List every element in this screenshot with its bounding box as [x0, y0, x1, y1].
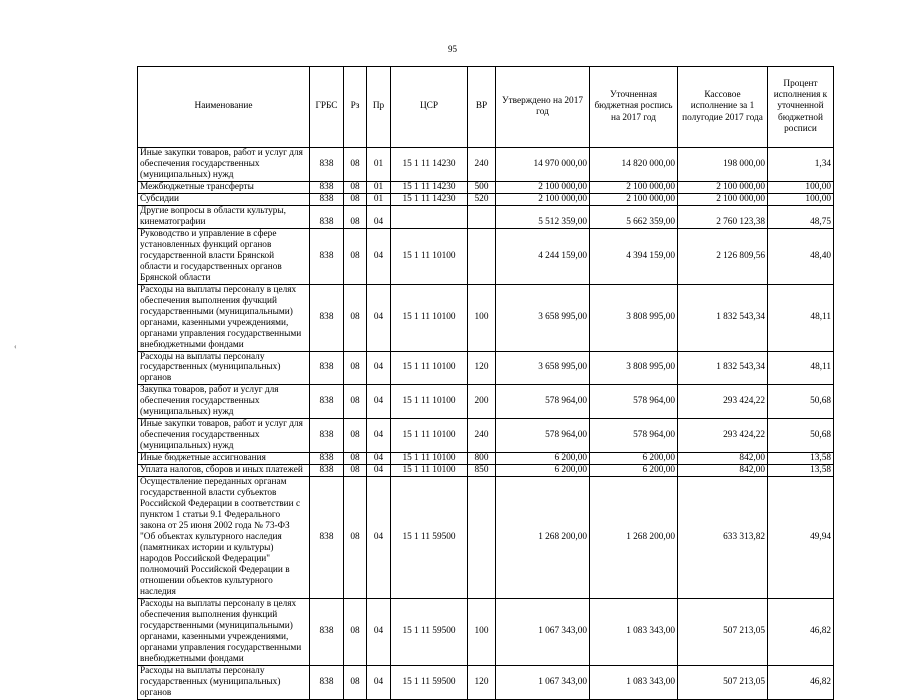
row-rz: 08 [344, 453, 367, 465]
row-percent: 48,11 [768, 351, 834, 385]
row-approved: 2 100 000,00 [496, 181, 590, 193]
row-cash: 1 832 543,34 [678, 284, 768, 351]
table-row [138, 453, 834, 465]
row-csr: 15 1 11 10100 [391, 351, 468, 385]
row-cash: 2 100 000,00 [678, 193, 768, 205]
page-number: 95 [448, 44, 457, 54]
row-rz: 08 [344, 228, 367, 284]
row-approved: 1 268 200,00 [496, 477, 590, 599]
header-name: Наименование [138, 67, 310, 148]
row-pr: 04 [367, 228, 391, 284]
row-vr: 850 [468, 465, 496, 477]
row-name: Осуществление переданных органам государственной власти субъектов Российской Федерации в соответствии с пунктом 1 статьи 9.1 Федерального закона от 25 июня 2002 года № 73-ФЗ "Об объектах культурного наследия (памятниках истории и культуры) народов Российской Федерации" полномочий Российской Федерации в отношении объектов культурного наследия [138, 477, 310, 599]
row-refined: 5 662 359,00 [590, 205, 678, 228]
row-rz: 08 [344, 193, 367, 205]
row-pr: 04 [367, 284, 391, 351]
table-row [138, 598, 834, 665]
row-vr: 100 [468, 598, 496, 665]
row-refined: 578 964,00 [590, 419, 678, 453]
row-percent: 100,00 [768, 181, 834, 193]
row-approved: 1 067 343,00 [496, 665, 590, 699]
row-vr [468, 228, 496, 284]
row-approved: 6 200,00 [496, 453, 590, 465]
row-csr: 15 1 11 10100 [391, 228, 468, 284]
row-pr: 01 [367, 181, 391, 193]
row-name: Межбюджетные трансферты [138, 181, 310, 193]
row-vr: 800 [468, 453, 496, 465]
row-grbs: 838 [310, 665, 344, 699]
row-approved: 3 658 995,00 [496, 284, 590, 351]
row-refined: 6 200,00 [590, 453, 678, 465]
row-name: Расходы на выплаты персоналу государственных (муниципальных) органов [138, 351, 310, 385]
row-name: Иные бюджетные ассигнования [138, 453, 310, 465]
row-approved: 3 658 995,00 [496, 351, 590, 385]
row-cash: 842,00 [678, 465, 768, 477]
row-vr: 200 [468, 385, 496, 419]
row-cash: 293 424,22 [678, 385, 768, 419]
table-row [138, 205, 834, 228]
table-row [138, 193, 834, 205]
row-percent: 48,11 [768, 284, 834, 351]
row-refined: 1 083 343,00 [590, 665, 678, 699]
row-grbs: 838 [310, 181, 344, 193]
row-cash: 2 760 123,38 [678, 205, 768, 228]
header-row [138, 67, 834, 148]
row-cash: 293 424,22 [678, 419, 768, 453]
row-vr: 500 [468, 181, 496, 193]
row-refined: 4 394 159,00 [590, 228, 678, 284]
row-pr: 04 [367, 465, 391, 477]
row-vr [468, 205, 496, 228]
row-grbs: 838 [310, 193, 344, 205]
row-vr: 240 [468, 148, 496, 182]
row-vr: 520 [468, 193, 496, 205]
table-row [138, 465, 834, 477]
row-percent: 100,00 [768, 193, 834, 205]
row-name: Иные закупки товаров, работ и услуг для обеспечения государственных (муниципальных) нужд [138, 419, 310, 453]
row-csr: 15 1 11 14230 [391, 148, 468, 182]
row-grbs: 838 [310, 453, 344, 465]
row-refined: 3 808 995,00 [590, 351, 678, 385]
row-pr: 04 [367, 205, 391, 228]
row-vr: 100 [468, 284, 496, 351]
row-refined: 3 808 995,00 [590, 284, 678, 351]
row-grbs: 838 [310, 351, 344, 385]
row-approved: 1 067 343,00 [496, 598, 590, 665]
row-name: Другие вопросы в области культуры, кинематографии [138, 205, 310, 228]
table-row [138, 181, 834, 193]
row-percent: 13,58 [768, 465, 834, 477]
row-percent: 1,34 [768, 148, 834, 182]
row-approved: 14 970 000,00 [496, 148, 590, 182]
row-refined: 14 820 000,00 [590, 148, 678, 182]
row-pr: 04 [367, 453, 391, 465]
row-name: Закупка товаров, работ и услуг для обеспечения государственных (муниципальных) нужд [138, 385, 310, 419]
row-vr: 120 [468, 665, 496, 699]
row-cash: 2 100 000,00 [678, 181, 768, 193]
table-row [138, 228, 834, 284]
row-percent: 49,94 [768, 477, 834, 599]
row-name: Уплата налогов, сборов и иных платежей [138, 465, 310, 477]
row-rz: 08 [344, 284, 367, 351]
row-csr: 15 1 11 59500 [391, 665, 468, 699]
header-cash: Кассовое исполнение за 1 полугодие 2017 года [678, 67, 768, 148]
row-pr: 04 [367, 598, 391, 665]
header-csr: ЦСР [391, 67, 468, 148]
row-pr: 04 [367, 385, 391, 419]
row-cash: 507 213,05 [678, 598, 768, 665]
row-rz: 08 [344, 205, 367, 228]
row-cash: 198 000,00 [678, 148, 768, 182]
row-percent: 46,82 [768, 665, 834, 699]
row-approved: 578 964,00 [496, 385, 590, 419]
header-grbs: ГРБС [310, 67, 344, 148]
row-rz: 08 [344, 665, 367, 699]
table-row [138, 351, 834, 385]
row-grbs: 838 [310, 385, 344, 419]
row-pr: 04 [367, 419, 391, 453]
header-refined: Уточненная бюджетная роспись на 2017 год [590, 67, 678, 148]
row-rz: 08 [344, 477, 367, 599]
row-csr: 15 1 11 10100 [391, 284, 468, 351]
row-cash: 842,00 [678, 453, 768, 465]
row-approved: 5 512 359,00 [496, 205, 590, 228]
row-csr: 15 1 11 59500 [391, 477, 468, 599]
row-vr: 240 [468, 419, 496, 453]
table-row [138, 419, 834, 453]
row-pr: 04 [367, 477, 391, 599]
row-cash: 2 126 809,56 [678, 228, 768, 284]
row-rz: 08 [344, 181, 367, 193]
row-rz: 08 [344, 385, 367, 419]
row-grbs: 838 [310, 228, 344, 284]
row-refined: 1 083 343,00 [590, 598, 678, 665]
row-grbs: 838 [310, 598, 344, 665]
row-approved: 4 244 159,00 [496, 228, 590, 284]
row-cash: 507 213,05 [678, 665, 768, 699]
row-refined: 2 100 000,00 [590, 181, 678, 193]
table-row [138, 385, 834, 419]
row-vr: 120 [468, 351, 496, 385]
header-percent: Процент исполнения к уточненной бюджетной росписи [768, 67, 834, 148]
row-name: Субсидии [138, 193, 310, 205]
row-grbs: 838 [310, 419, 344, 453]
row-cash: 633 313,82 [678, 477, 768, 599]
row-rz: 08 [344, 598, 367, 665]
row-rz: 08 [344, 351, 367, 385]
row-vr [468, 477, 496, 599]
table-row [138, 665, 834, 699]
row-refined: 578 964,00 [590, 385, 678, 419]
row-percent: 48,40 [768, 228, 834, 284]
row-pr: 04 [367, 665, 391, 699]
row-name: Расходы на выплаты персоналу в целях обеспечения выполнения фучкций государственными (муниципальными) органами, казенными учреждениями, органами управления государственными внебюджетными фондами [138, 284, 310, 351]
row-grbs: 838 [310, 148, 344, 182]
row-name: Руководство и управление в сфере установленных функций органов государственной власти Брянской области и государственных органов Брянской области [138, 228, 310, 284]
row-csr: 15 1 11 14230 [391, 181, 468, 193]
row-refined: 6 200,00 [590, 465, 678, 477]
header-pr: Пр [367, 67, 391, 148]
row-grbs: 838 [310, 284, 344, 351]
row-grbs: 838 [310, 465, 344, 477]
row-grbs: 838 [310, 205, 344, 228]
row-csr: 15 1 11 59500 [391, 598, 468, 665]
row-percent: 13,58 [768, 453, 834, 465]
row-name: Расходы на выплаты персоналу в целях обеспечения выполнения функций государственными (муниципальными) органами, казенными учреждениями, органами управления государственными внебюджетными фондами [138, 598, 310, 665]
row-approved: 6 200,00 [496, 465, 590, 477]
row-percent: 48,75 [768, 205, 834, 228]
row-csr: 15 1 11 10100 [391, 453, 468, 465]
row-name: Расходы на выплаты персоналу государственных (муниципальных) органов [138, 665, 310, 699]
row-refined: 2 100 000,00 [590, 193, 678, 205]
header-vr: ВР [468, 67, 496, 148]
row-csr: 15 1 11 14230 [391, 193, 468, 205]
header-approved: Утверждено на 2017 год [496, 67, 590, 148]
row-pr: 04 [367, 351, 391, 385]
budget-table [137, 66, 834, 700]
row-approved: 2 100 000,00 [496, 193, 590, 205]
row-cash: 1 832 543,34 [678, 351, 768, 385]
row-percent: 50,68 [768, 385, 834, 419]
row-percent: 50,68 [768, 419, 834, 453]
row-refined: 1 268 200,00 [590, 477, 678, 599]
row-grbs: 838 [310, 477, 344, 599]
row-csr: 15 1 11 10100 [391, 385, 468, 419]
row-csr [391, 205, 468, 228]
table-row [138, 477, 834, 599]
table-row [138, 148, 834, 182]
row-csr: 15 1 11 10100 [391, 465, 468, 477]
row-rz: 08 [344, 465, 367, 477]
row-rz: 08 [344, 419, 367, 453]
row-pr: 01 [367, 193, 391, 205]
row-pr: 01 [367, 148, 391, 182]
row-approved: 578 964,00 [496, 419, 590, 453]
row-name: Иные закупки товаров, работ и услуг для обеспечения государственных (муниципальных) нужд [138, 148, 310, 182]
row-csr: 15 1 11 10100 [391, 419, 468, 453]
row-percent: 46,82 [768, 598, 834, 665]
header-rz: Рз [344, 67, 367, 148]
margin-mark: ‹ [14, 342, 17, 351]
row-rz: 08 [344, 148, 367, 182]
table-row [138, 284, 834, 351]
